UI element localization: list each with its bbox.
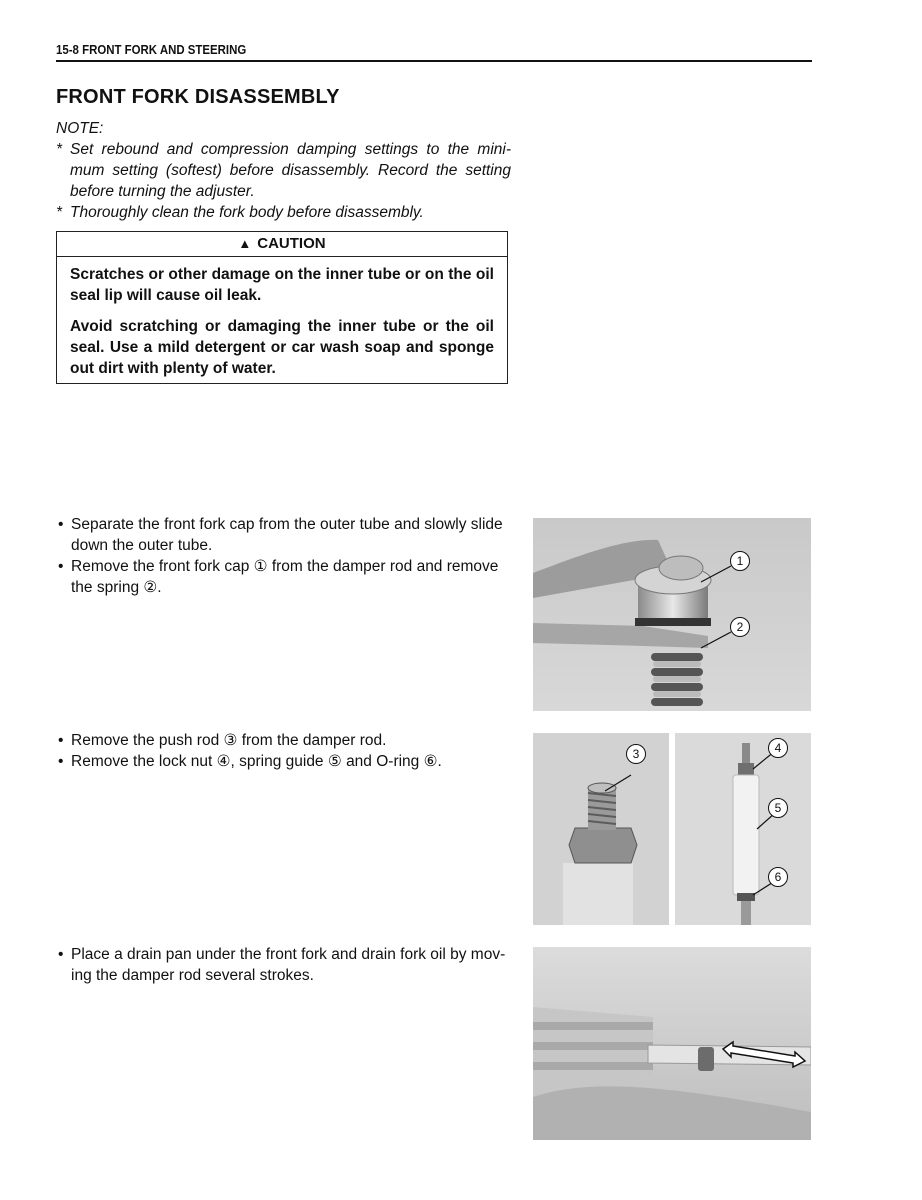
note-marker: * <box>56 141 63 158</box>
bullet-item <box>56 556 511 598</box>
bullet-item <box>56 730 511 751</box>
caution-paragraph: Scratches or other damage on the inner tube or on the oil seal lip will cause oil leak. <box>70 266 494 304</box>
callout-3: 3 <box>626 744 646 764</box>
bullet-item <box>56 514 511 556</box>
page-header <box>56 40 812 62</box>
bullet-item <box>56 944 511 986</box>
bullet-text: Separate the front fork cap from the outer tube and slowly slide down the outer tube. <box>71 516 503 554</box>
fork-cap-illustration <box>533 518 811 711</box>
bullet-marker: • <box>58 732 64 749</box>
spring-guide-illustration <box>675 733 811 925</box>
note-item-text: Set rebound and compression damping settings to the mini-mum setting (softest) before disassembly. Record the setting before turning the adjuster. <box>70 141 511 200</box>
caution-box <box>56 231 508 384</box>
callout-1: 1 <box>730 551 750 571</box>
bullet-text: Remove the front fork cap ① from the damper rod and remove the spring ②. <box>71 558 499 596</box>
note-marker: * <box>56 204 63 221</box>
push-rod-photo <box>533 733 669 925</box>
bullet-item <box>56 751 511 772</box>
note-label: NOTE: <box>56 120 104 137</box>
caution-paragraph: Avoid scratching or damaging the inner tube or the oil seal. Use a mild detergent or car wash soap and sponge out dirt with plenty of water. <box>70 318 494 377</box>
drain-oil-photo <box>533 947 811 1140</box>
fork-cap-photo <box>533 518 811 711</box>
caution-heading: CAUTION <box>257 235 326 252</box>
bullet-text: Place a drain pan under the front fork and drain fork oil by mov-ing the damper rod several strokes. <box>71 946 506 984</box>
note-item-text: Thoroughly clean the fork body before disassembly. <box>70 204 424 221</box>
bullet-marker: • <box>58 946 64 963</box>
note-item <box>56 202 511 223</box>
spring-guide-photo <box>675 733 811 925</box>
bullet-marker: • <box>58 516 64 533</box>
section-title: FRONT FORK DISASSEMBLY <box>56 86 340 108</box>
callout-2: 2 <box>730 617 750 637</box>
bullet-text: Remove the push rod ③ from the damper rod. <box>71 732 387 749</box>
bullet-marker: • <box>58 753 64 770</box>
callout-4: 4 <box>768 738 788 758</box>
drain-oil-illustration <box>533 947 811 1140</box>
step-1-text <box>56 514 511 598</box>
page-header-label: 15-8 FRONT FORK AND STEERING <box>56 42 247 57</box>
callout-5: 5 <box>768 798 788 818</box>
note-block <box>56 118 511 223</box>
warning-triangle-icon: ▲ <box>238 236 252 251</box>
step-3-text <box>56 944 511 986</box>
note-item <box>56 139 511 202</box>
caution-header <box>57 232 507 257</box>
step-2-text <box>56 730 511 772</box>
bullet-text: Remove the lock nut ④, spring guide ⑤ and O-ring ⑥. <box>71 753 442 770</box>
caution-body <box>57 257 507 379</box>
push-rod-illustration <box>533 733 669 925</box>
bullet-marker: • <box>58 558 64 575</box>
callout-6: 6 <box>768 867 788 887</box>
